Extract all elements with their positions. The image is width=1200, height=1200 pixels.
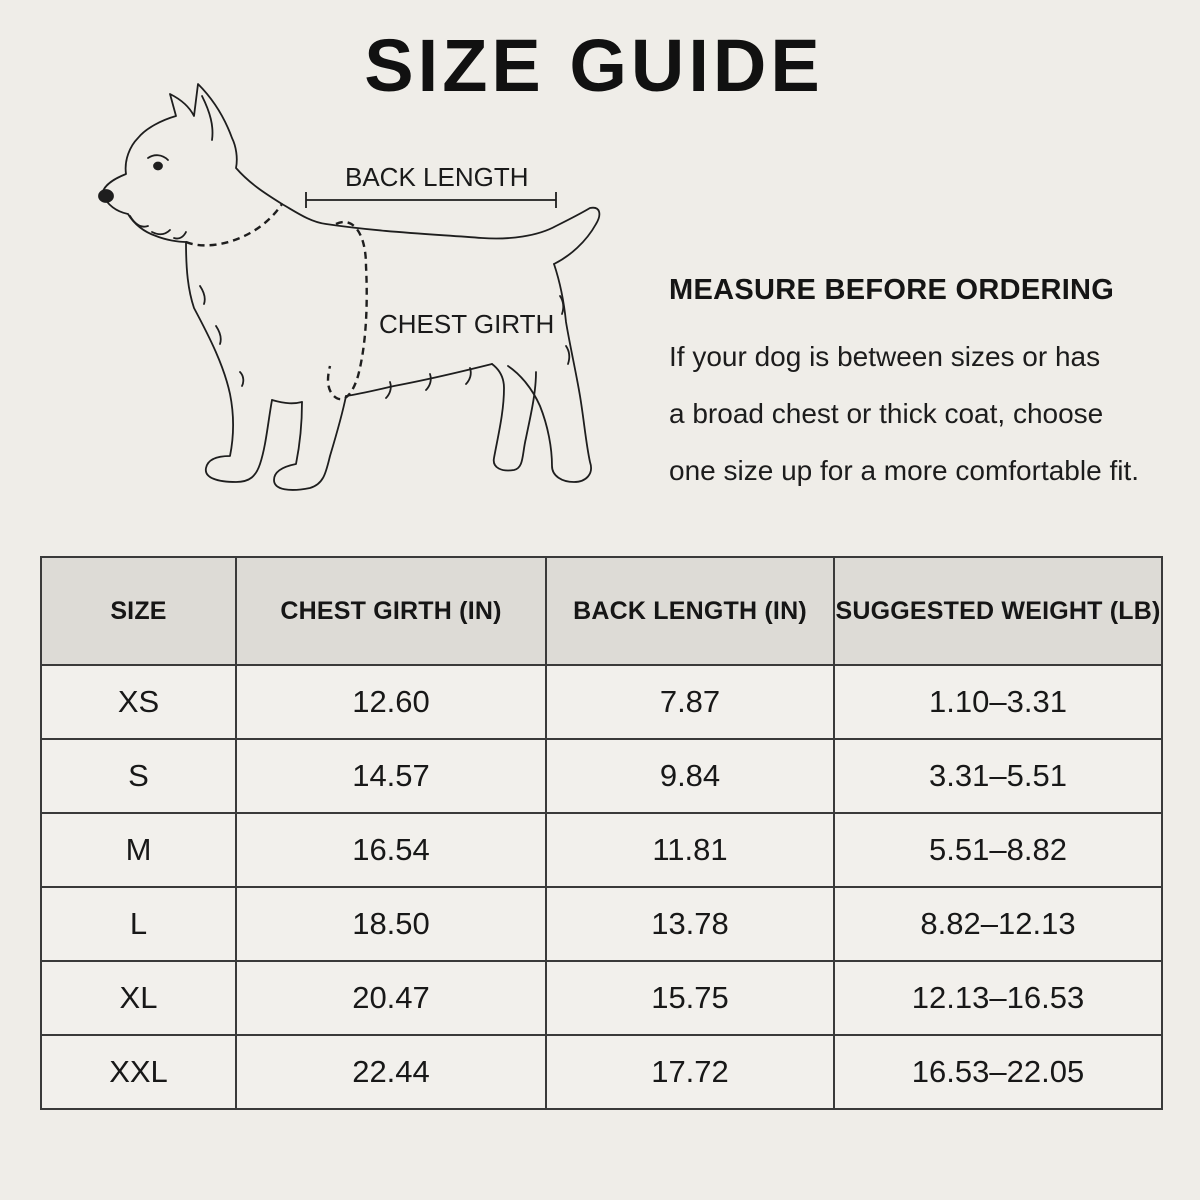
note-line: one size up for a more comfortable fit. [669,455,1139,486]
table-row [41,1035,1162,1109]
cell-chest-girth: 20.47 [236,961,546,1035]
cell-back-length: 7.87 [546,665,834,739]
cell-back-length: 9.84 [546,739,834,813]
table-row [41,961,1162,1035]
cell-chest-girth: 22.44 [236,1035,546,1109]
cell-chest-girth: 14.57 [236,739,546,813]
cell-size: L [41,887,236,961]
size-table-container [40,556,1161,1110]
table-row [41,665,1162,739]
back-length-label: BACK LENGTH [345,162,529,192]
cell-chest-girth: 18.50 [236,887,546,961]
dog-outline-icon [90,76,620,506]
note-line: a broad chest or thick coat, choose [669,398,1104,429]
dog-measurement-diagram [90,76,620,506]
cell-size: M [41,813,236,887]
cell-size: S [41,739,236,813]
cell-back-length: 13.78 [546,887,834,961]
cell-suggested-weight: 8.82–12.13 [834,887,1162,961]
note-heading: MEASURE BEFORE ORDERING [669,274,1115,306]
cell-chest-girth: 16.54 [236,813,546,887]
cell-size: XL [41,961,236,1035]
size-table [40,556,1163,1110]
column-header-chest-girth: CHEST GIRTH (IN) [236,557,546,665]
cell-chest-girth: 12.60 [236,665,546,739]
table-row [41,813,1162,887]
cell-size: XXL [41,1035,236,1109]
cell-size: XS [41,665,236,739]
cell-suggested-weight: 12.13–16.53 [834,961,1162,1035]
cell-back-length: 11.81 [546,813,834,887]
measure-note [669,270,1169,499]
column-header-back-length: BACK LENGTH (IN) [546,557,834,665]
cell-suggested-weight: 5.51–8.82 [834,813,1162,887]
table-row [41,739,1162,813]
note-body [669,328,1169,499]
cell-back-length: 15.75 [546,961,834,1035]
column-header-size: SIZE [41,557,236,665]
table-header-row [41,557,1162,665]
column-header-suggested-weight: SUGGESTED WEIGHT (LB) [834,557,1162,665]
cell-suggested-weight: 1.10–3.31 [834,665,1162,739]
chest-girth-label: CHEST GIRTH [379,309,555,339]
cell-suggested-weight: 3.31–5.51 [834,739,1162,813]
cell-back-length: 17.72 [546,1035,834,1109]
note-line: If your dog is between sizes or has [669,341,1101,372]
table-row [41,887,1162,961]
cell-suggested-weight: 16.53–22.05 [834,1035,1162,1109]
page-title: SIZE GUIDE [364,24,824,107]
